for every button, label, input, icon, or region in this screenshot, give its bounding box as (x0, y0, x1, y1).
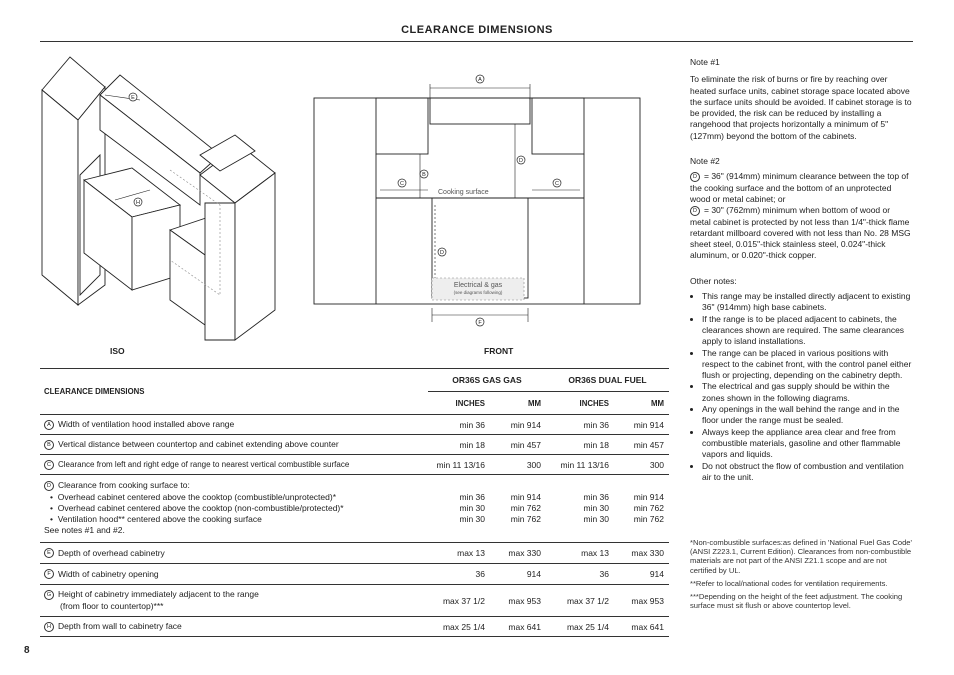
row-desc: Width of cabinetry opening (58, 568, 159, 579)
front-marker-b: B (422, 172, 426, 178)
note2-line2: = 30" (762mm) minimum when bottom of wood or metal cabinet is protected by not less than 1/4"-thick flame retardant millboard covered with not less than No. 28 MSG sheet steel, 0.015"-thick stainless steel, 0.024"-thick aluminum, or 0.020"-thick copper. (690, 205, 911, 261)
table-row (40, 585, 669, 617)
row-desc-sub: (from floor to countertop)*** (60, 600, 164, 611)
marker-d: D (44, 481, 54, 491)
electrical-gas-label: Electrical & gas (453, 282, 503, 289)
value-cell: min 30 (583, 514, 609, 525)
value-cell: max 37 1/2 (428, 585, 490, 617)
value-cell: min 762 (510, 514, 541, 525)
value-cell: min 914 (490, 415, 546, 435)
row-desc: Depth from wall to cabinetry face (58, 621, 182, 632)
model-dual-fuel-header: OR36S DUAL FUEL (546, 369, 669, 392)
unit-header: MM (490, 392, 546, 415)
front-marker-d-lower: D (440, 250, 444, 256)
value-cell: 914 (490, 564, 546, 585)
footnote: ***Depending on the height of the feet adjustment. The cooking surface must sit flush or above countertop level. (690, 592, 903, 611)
table-row (40, 543, 669, 564)
value-cell: min 457 (490, 435, 546, 455)
value-cell: min 18 (428, 435, 490, 455)
value-cell: max 330 (490, 543, 546, 564)
unit-header: MM (614, 392, 669, 415)
row-desc: Depth of overhead cabinetry (58, 547, 165, 558)
model-gas-header: OR36S GAS GAS (428, 369, 546, 392)
list-item: • The electrical and gas supply should be within the zones shown in the following diagrams. (702, 381, 912, 404)
other-notes-title: Other notes: (690, 275, 737, 286)
table-row (40, 415, 669, 435)
value-cell: min 762 (633, 502, 664, 513)
list-item: • Do not obstruct the flow of combustion and ventilation air to the unit. (702, 461, 912, 484)
marker-h: H (44, 622, 54, 632)
value-cell: min 914 (510, 491, 541, 502)
value-cell: min 914 (614, 415, 669, 435)
value-cell: 300 (614, 455, 669, 475)
marker-g: G (44, 590, 54, 600)
list-item: • If the range is to be placed adjacent to cabinets, the clearances shown are required. The same clearances apply to island installations. (702, 314, 912, 348)
list-item: • The range can be placed in various positions with respect to the cabinet front, with the control panel either flush or projecting, depending on the cabinetry depth. (702, 348, 912, 382)
value-cell: max 330 (614, 543, 669, 564)
list-item: • Always keep the appliance area clear and free from combustible materials, gasoline and other flammable vapors and liquids. (702, 427, 912, 461)
value-cell: min 36 (583, 491, 609, 502)
front-marker-c-right: C (555, 181, 559, 187)
value-cell: min 18 (546, 435, 614, 455)
iso-marker-h: H (136, 200, 140, 206)
row-bullet: Overhead cabinet centered above the cooktop (non-combustible/protected)* (57, 502, 344, 513)
unit-header: INCHES (428, 392, 490, 415)
value-cell: 36 (546, 564, 614, 585)
value-cell: max 953 (490, 585, 546, 617)
value-cell: min 36 (546, 415, 614, 435)
note2-marker-d: D (690, 172, 700, 182)
value-cell: 300 (490, 455, 546, 475)
row-desc: Clearance from cooking surface to: (58, 480, 190, 491)
footnotes (690, 538, 912, 614)
clearance-table (40, 368, 669, 637)
other-notes-list (690, 291, 912, 483)
marker-c: C (44, 460, 54, 470)
value-cell: max 25 1/4 (546, 617, 614, 637)
value-cell: min 762 (633, 514, 664, 525)
value-cell: max 641 (614, 617, 669, 637)
page-number: 8 (24, 645, 30, 656)
row-desc: Height of cabinetry immediately adjacent to the range (58, 589, 259, 600)
front-marker-d-upper: D (519, 158, 523, 164)
cooking-surface-label: Cooking surface (438, 189, 489, 196)
table-row (40, 435, 669, 455)
marker-a: A (44, 420, 54, 430)
value-cell: max 13 (428, 543, 490, 564)
front-marker-f: F (478, 320, 482, 326)
row-desc: Clearance from left and right edge of range to nearest vertical combustible surface (58, 459, 350, 469)
front-marker-a: A (478, 77, 482, 83)
iso-marker-e: E (131, 95, 135, 101)
table-row (40, 617, 669, 637)
iso-caption: ISO (110, 346, 125, 356)
front-caption: FRONT (484, 346, 514, 356)
marker-e: E (44, 548, 54, 558)
value-cell: min 36 (428, 415, 490, 435)
value-cell: max 953 (614, 585, 669, 617)
note2-title: Note #2 (690, 156, 720, 167)
value-cell: min 914 (633, 491, 664, 502)
note1-title: Note #1 (690, 57, 720, 67)
note1-text: To eliminate the risk of burns or fire by reaching over heated surface units, cabinet storage space located above the surface units should be avoided. If cabinet storage is to be provided, the risk can be reduced by installing a rangehood that projects horizontally a minimum of 5" (127mm) beyond the bottom of the cabinets. (690, 74, 912, 141)
list-item: • Any openings in the wall behind the range and in the floor under the range must be sealed. (702, 404, 912, 427)
marker-b: B (44, 440, 54, 450)
value-cell: min 36 (459, 491, 485, 502)
marker-f: F (44, 569, 54, 579)
row-desc: Vertical distance between countertop and cabinet extending above counter (58, 439, 339, 450)
value-cell: 914 (614, 564, 669, 585)
note2-line1: = 36" (914mm) minimum clearance between the top of the cooking surface and the bottom of an unprotected wood or metal cabinet; or (690, 171, 909, 204)
iso-diagram (40, 55, 280, 345)
row-desc: Width of ventilation hood installed above range (58, 419, 235, 430)
value-cell: max 641 (490, 617, 546, 637)
row-bullet: Ventilation hood** centered above the cooking surface (57, 514, 262, 525)
table-row (40, 564, 669, 585)
title-divider (40, 41, 913, 42)
front-diagram (310, 70, 650, 330)
row-footer: See notes #1 and #2. (44, 525, 125, 536)
notes-panel (690, 57, 912, 483)
table-row: D Clearance from cooking surface to: • Overhead cabinet centered above the cooktop (combustible/unprotected)* • Overhead cabinet centered above the cooktop (non-combustible/protected)* • Ventilation hood** centered above the cooking surface See notes #1 and #2. min 36 min 30 min 30 min 914 min 762 min 762 min 36 min 30 min 30 min 914 min 762 min 762 (40, 475, 669, 543)
value-cell: max 25 1/4 (428, 617, 490, 637)
value-cell: min 30 (459, 502, 485, 513)
table-header-label: CLEARANCE DIMENSIONS (40, 369, 428, 415)
value-cell: min 30 (459, 514, 485, 525)
page-title: CLEARANCE DIMENSIONS (401, 24, 553, 36)
table-row (40, 455, 669, 475)
note2-marker-d: D (690, 206, 700, 216)
list-item: • This range may be installed directly adjacent to existing 36" (914mm) high base cabinets. (702, 291, 912, 314)
row-bullet: Overhead cabinet centered above the cooktop (combustible/unprotected)* (57, 491, 337, 502)
value-cell: max 37 1/2 (546, 585, 614, 617)
footnote: *Non-combustible surfaces:as defined in 'National Fuel Gas Code' (ANSI Z223.1, Current Edition). Clearances from non-combustible materials are not part of the ANSI Z21.1 scope and are not certified by UL. (690, 538, 912, 575)
value-cell: min 11 13/16 (428, 455, 490, 475)
unit-header: INCHES (546, 392, 614, 415)
value-cell: min 30 (583, 502, 609, 513)
value-cell: min 457 (614, 435, 669, 455)
value-cell: min 11 13/16 (546, 455, 614, 475)
value-cell: 36 (428, 564, 490, 585)
footnote: **Refer to local/national codes for ventilation requirements. (690, 578, 888, 588)
value-cell: max 13 (546, 543, 614, 564)
see-diagrams-label: (see diagrams following) (453, 290, 503, 295)
front-marker-c-left: C (400, 181, 404, 187)
value-cell: min 762 (510, 502, 541, 513)
